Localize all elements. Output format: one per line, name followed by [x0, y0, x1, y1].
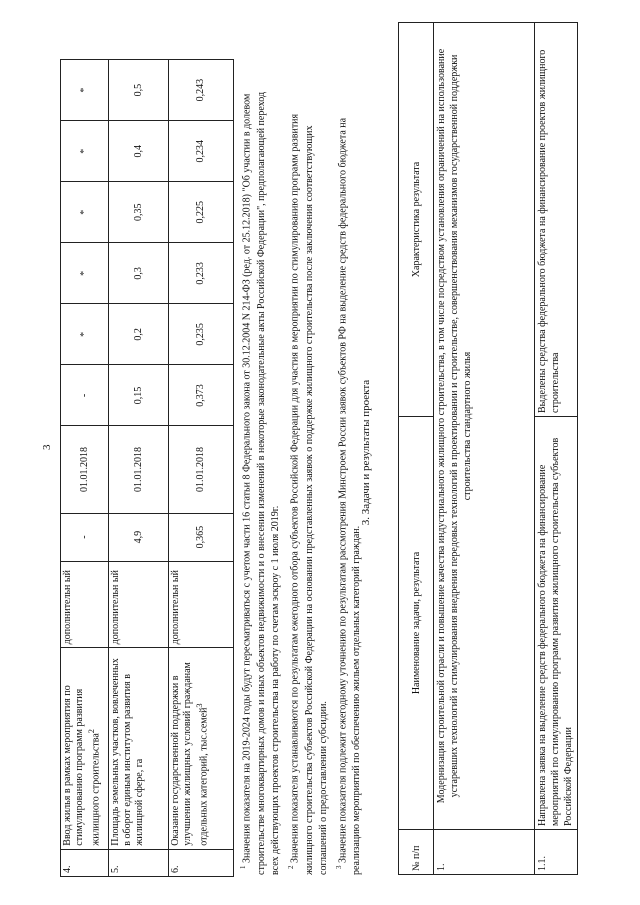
footnote: $^2$ Значения показателя устанавливаются по результатам ежегодного отбора субъектов Российской Федерации для участия в мероприятии по стимулированию программ развития жилищного строительства субъектов Российской Федерации на основании представленных заявок о поддержке жилищного строительства после заключения соответствующих соглашений о предоставлении субсидии.	[286, 113, 330, 875]
task-name: Направлена заявка на выделение средств федерального бюджета на финансирование мероприятий по стимулированию программ развития жилищного строительства субъектов Российской Федерации	[535, 417, 578, 830]
task-number: 1.1.	[535, 830, 578, 875]
year-value: *	[61, 243, 109, 304]
header-desc: Характеристика результата	[399, 23, 434, 417]
footnote: $^1$ Значения показателя на 2019-2024 годы будут пересматриваться с учетом части 16 статьи 8 Федерального закона от 30.12.2004 N 214-ФЗ (ред. от 25.12.2018) "Об участии в долевом строительстве многоквартирных домов и иных объектов недвижимости и о внесении изменений в некоторые законодательные акты Российской Федерации", предполагающей переход всех действующих проектов строительства на работу по счетам эскроу с 1 июля 2019г.	[239, 91, 282, 875]
year-value: 0,235	[169, 304, 234, 365]
year-value: 0,35	[109, 182, 169, 243]
section-title: 3. Задачи и результаты проекта	[360, 379, 372, 526]
indicator-type: дополнительн ый	[169, 561, 234, 648]
header-name: Наименование задачи, результата	[399, 417, 434, 830]
base-date: 01.01.2018	[61, 426, 109, 513]
year-value: *	[61, 182, 109, 243]
header-num: № п/п	[399, 830, 434, 875]
base-value: 4,9	[109, 513, 169, 561]
table-row	[434, 23, 535, 875]
year-value: 0,243	[169, 60, 234, 121]
tasks-table	[398, 22, 578, 875]
year-value: 0,373	[169, 365, 234, 426]
base-value: -	[61, 513, 109, 561]
table-row	[535, 23, 578, 875]
indicator-name: Оказание государственной поддержки в улучшении жилищных условий гражданам отдельных категорий, тыс.семей$^3$	[169, 648, 234, 849]
footnote: $^3$ Значение показателя подлежит ежегодному уточнению по результатам рассмотрения Минстроем России заявок субъектов РФ на выделение средств федерального бюджета на реализацию мероприятий по обеспечению жильем отдельных категорий граждан.	[334, 117, 363, 875]
year-value: 0,233	[169, 243, 234, 304]
year-value: *	[61, 304, 109, 365]
row-number: 4.	[61, 849, 109, 876]
page-number: 3	[41, 444, 53, 450]
footnotes	[236, 75, 365, 875]
base-date: 01.01.2018	[169, 426, 234, 513]
indicators-table	[60, 59, 234, 877]
table-row	[61, 60, 109, 877]
year-value: 0,4	[109, 121, 169, 182]
row-number: 6.	[169, 849, 234, 876]
indicator-type: дополнительн ый	[61, 561, 109, 648]
year-value: 0,2	[109, 304, 169, 365]
row-number: 5.	[109, 849, 169, 876]
year-value: 0,15	[109, 365, 169, 426]
table-header-row	[399, 23, 434, 875]
indicator-type: дополнительн ый	[109, 561, 169, 648]
year-value: 0,3	[109, 243, 169, 304]
indicator-name: Площадь земельных участков, вовлеченных в оборот единым институтом развития в жилищной сфере, га	[109, 648, 169, 849]
year-value: -	[61, 365, 109, 426]
year-value: 0,5	[109, 60, 169, 121]
task-result: Выделены средства федерального бюджета на финансирование проектов жилищного строительства	[535, 23, 578, 417]
base-date: 01.01.2018	[109, 426, 169, 513]
indicator-name: Ввод жилья в рамках мероприятия по стимулированию программ развития жилищного строительства$^2$	[61, 648, 109, 849]
table-row	[169, 60, 234, 877]
task-description: Модернизация строительной отрасли и повышение качества индустриального жилищного строительства, в том числе посредством установления ограничений на использование устаревших технологий и стимулирования внедрения передовых технологий в проектировании и строительстве, совершенствования механизмов государственной поддержки строительства стандартного жилья	[434, 23, 535, 830]
year-value: 0,234	[169, 121, 234, 182]
task-number: 1.	[434, 830, 535, 875]
year-value: *	[61, 60, 109, 121]
year-value: 0,225	[169, 182, 234, 243]
base-value: 0,365	[169, 513, 234, 561]
year-value: *	[61, 121, 109, 182]
table-row	[109, 60, 169, 877]
